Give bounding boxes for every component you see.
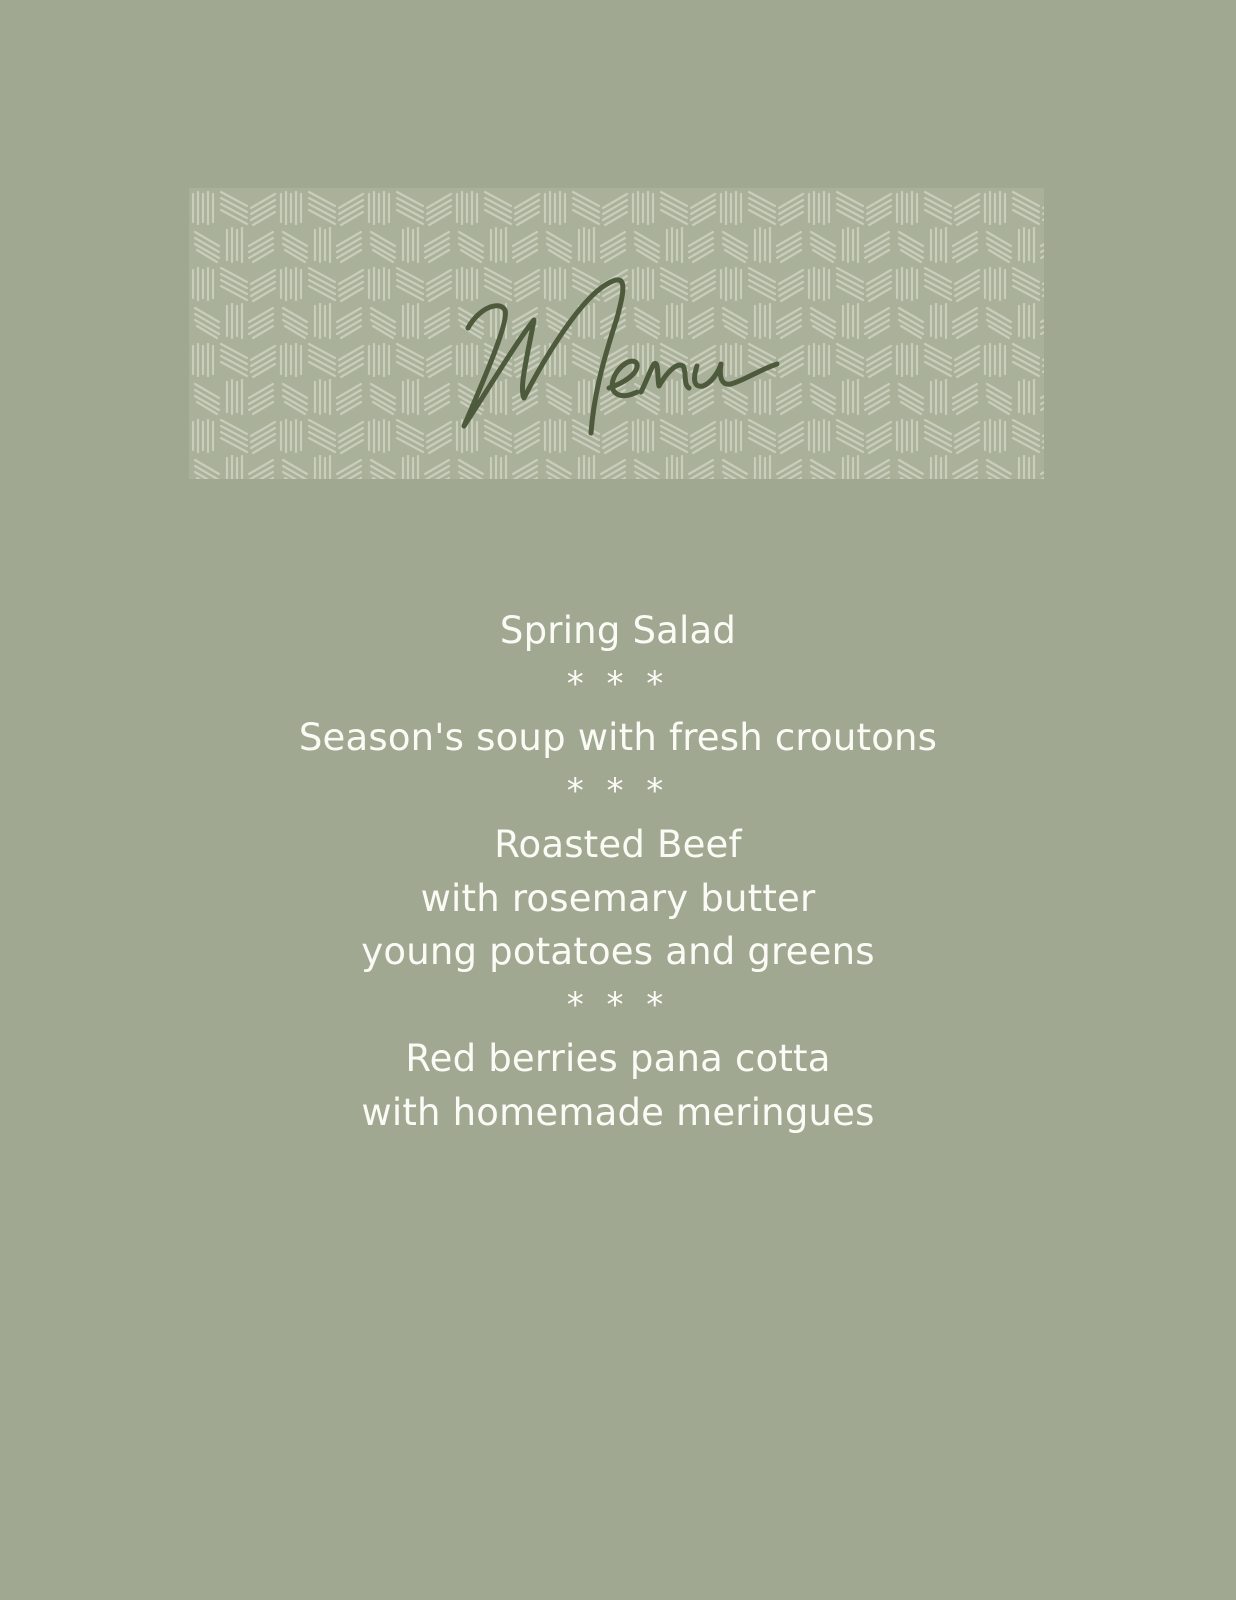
course-4-line-2: with homemade meringues <box>361 1090 875 1134</box>
course-separator: * * * <box>566 663 670 704</box>
menu-header-banner <box>189 188 1044 479</box>
menu-course-list <box>0 604 1236 1139</box>
course-1-line-1: Spring Salad <box>499 609 737 652</box>
course-3-line-1: Roasted Beef <box>494 823 742 866</box>
course-4-line-1: Red berries pana cotta <box>405 1037 831 1080</box>
course-separator: * * * <box>566 984 670 1025</box>
course-3-line-3: young potatoes and greens <box>361 930 875 973</box>
course-3-line-2: with rosemary butter <box>420 876 816 920</box>
course-2-line-1: Season's soup with fresh croutons <box>298 716 938 759</box>
course-separator: * * * <box>566 770 670 811</box>
menu-title-script <box>189 188 1044 479</box>
